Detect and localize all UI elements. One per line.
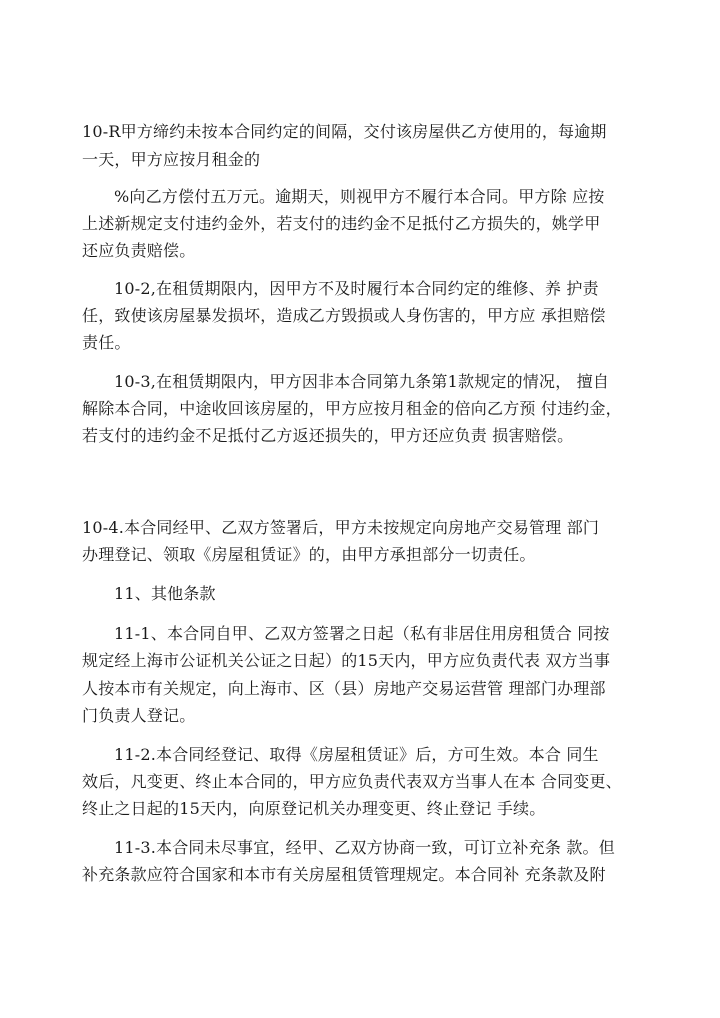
text-line: 任，致使该房屋暴发损坏，造成乙方毁损或人身伤害的，甲方应 承担赔偿 — [82, 306, 606, 325]
text-line: %向乙方偿付五万元。逾期天，则视甲方不履行本合同。甲方除 应按 — [114, 187, 605, 206]
text-line: 10-3,在租赁期限内，甲方因非本合同第九条第1款规定的情况， 擅自 — [114, 372, 610, 391]
text-line: 一天，甲方应按月租金的 — [82, 150, 261, 169]
text-line: 效后，凡变更、终止本合同的，甲方应负责代表双方当事人在本 合同变更、 — [82, 772, 622, 791]
text-line: 若支付的违约金不足抵付乙方返还损失的，甲方还应负责 损害赔偿。 — [82, 426, 574, 445]
text-line: 11-2.本合同经登记、取得《房屋租赁证》后，方可生效。本合 同生 — [114, 745, 599, 764]
text-line: 人按本市有关规定，向上海市、区（县）房地产交易运营管 理部门办理部 — [82, 679, 606, 698]
text-line: 11-3.本合同未尽事宜，经甲、乙双方协商一致，可订立补充条 款。但 — [114, 838, 615, 857]
text-line: 10-4.本合同经甲、乙双方签署后，甲方未按规定向房地产交易管理 部门 — [82, 518, 600, 537]
text-line: 补充条款应符合国家和本市有关房屋租赁管理规定。本合同补 充条款及附 — [82, 865, 606, 884]
text-line: 上述新规定支付违约金外，若支付的违约金不足抵付乙方损失的，姚学甲 — [82, 214, 601, 233]
text-line: 11-1、本合同自甲、乙双方签署之日起（私有非居住用房租赁合 同按 — [114, 624, 610, 643]
text-line: 门负责人登记。 — [82, 706, 196, 725]
text-line: 责任。 — [82, 333, 131, 352]
text-line: 11、其他条款 — [114, 584, 216, 603]
text-line: 办理登记、领取《房屋租赁证》的，由甲方承担部分一切责任。 — [82, 545, 536, 564]
text-line: 10-2,在租赁期限内，因甲方不及时履行本合同约定的维修、养 护责 — [114, 279, 599, 298]
text-line: 规定经上海市公证机关公证之日起）的15天内，甲方应负责代表 双方当事 — [82, 651, 611, 670]
text-line: 解除本合同，中途收回该房屋的，甲方应按月租金的倍向乙方预 付违约金， — [82, 399, 622, 418]
text-line: 还应负责赔偿。 — [82, 241, 196, 260]
text-line: 10-R甲方缔约未按本合同约定的间隔，交付该房屋供乙方使用的，每逾期 — [82, 122, 607, 141]
text-line: 终止之日起的15天内，向原登记机关办理变更、终止登记 手续。 — [82, 799, 546, 818]
